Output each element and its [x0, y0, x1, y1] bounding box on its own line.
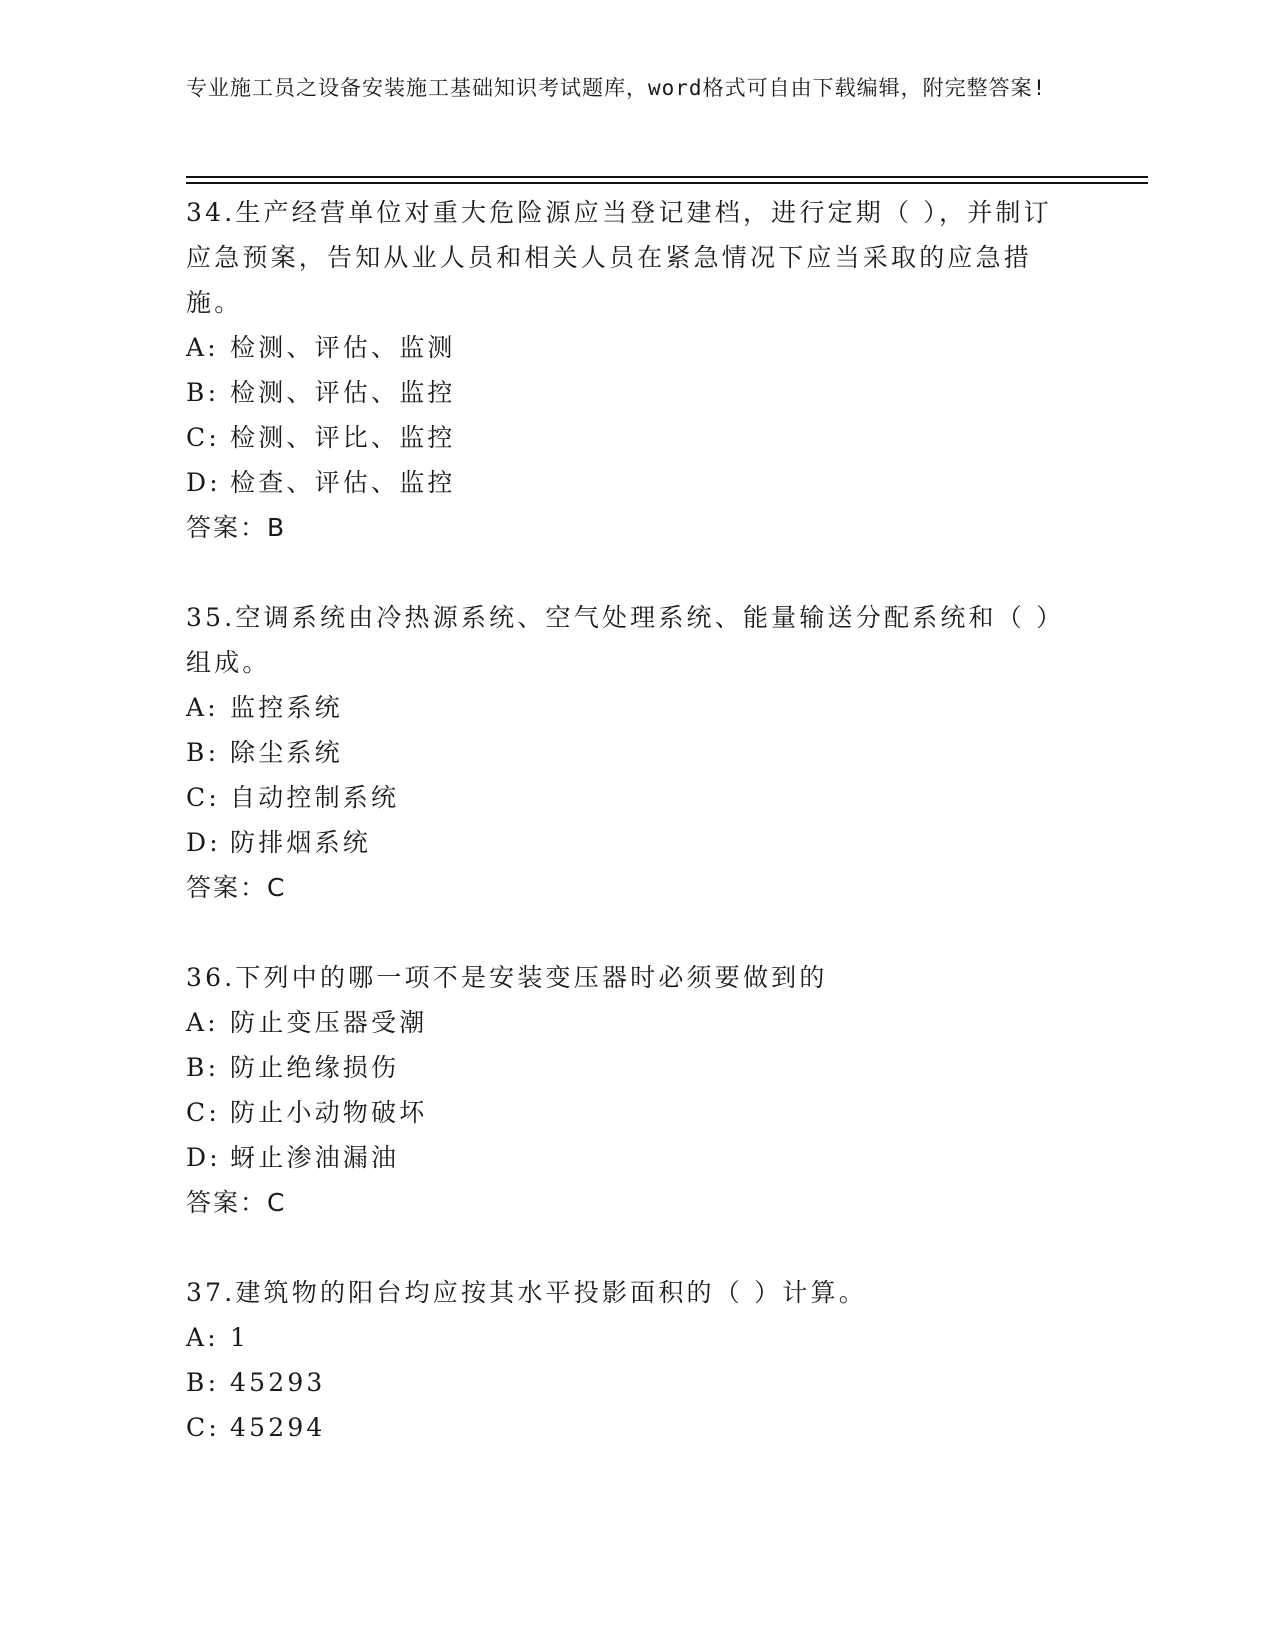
option-text: 检测、评估、监测 [230, 333, 456, 362]
option-key: B: [186, 1053, 220, 1082]
option-text: 监控系统 [230, 693, 343, 722]
answer-line: 答案：C [186, 1188, 287, 1217]
option-text: 检测、评比、监控 [230, 423, 456, 452]
option-c [186, 775, 1066, 820]
option-key: B: [186, 738, 220, 767]
header-divider-top [186, 176, 1148, 178]
option-d [186, 820, 1066, 865]
question-stem: 35.空调系统由冷热源系统、空气处理系统、能量输送分配系统和（ ）组成。 [186, 603, 1065, 677]
option-key: A: [186, 1323, 219, 1352]
answer-line: 答案：C [186, 873, 287, 902]
option-key: A: [186, 693, 219, 722]
option-d [186, 1135, 1066, 1180]
option-text: 45293 [230, 1368, 326, 1397]
option-a [186, 685, 1066, 730]
option-text: 防止绝缘损伤 [230, 1053, 400, 1082]
option-key: C: [186, 1413, 220, 1442]
option-a [186, 1315, 1066, 1360]
option-b [186, 730, 1066, 775]
option-key: A: [186, 1008, 219, 1037]
question-34 [186, 190, 1066, 550]
question-37 [186, 1270, 1066, 1450]
option-text: 检测、评估、监控 [230, 378, 456, 407]
option-text: 防止变压器受潮 [230, 1008, 428, 1037]
option-key: B: [186, 378, 220, 407]
option-key: D: [186, 468, 221, 497]
document-header [186, 72, 1066, 105]
option-a [186, 1000, 1066, 1045]
option-c [186, 415, 1066, 460]
option-key: C: [186, 1098, 220, 1127]
question-list [186, 190, 1066, 1495]
option-text: 防排烟系统 [230, 828, 372, 857]
question-36 [186, 955, 1066, 1225]
option-d [186, 460, 1066, 505]
option-key: C: [186, 423, 220, 452]
option-text: 45294 [230, 1413, 326, 1442]
option-text: 蚜止渗油漏油 [230, 1143, 400, 1172]
option-key: B: [186, 1368, 220, 1397]
option-text: 自动控制系统 [230, 783, 400, 812]
option-key: D: [186, 828, 221, 857]
option-text: 1 [230, 1323, 250, 1352]
answer-line: 答案：B [186, 513, 287, 542]
option-key: D: [186, 1143, 221, 1172]
question-stem: 34.生产经营单位对重大危险源应当登记建档，进行定期（ ），并制订应急预案，告知从业人员和相关人员在紧急情况下应当采取的应急措施。 [186, 198, 1052, 317]
option-c [186, 1405, 1066, 1450]
header-text: 专业施工员之设备安装施工基础知识考试题库，word格式可自由下载编辑，附完整答案! [186, 76, 1047, 100]
option-key: C: [186, 783, 220, 812]
question-35 [186, 595, 1066, 910]
option-c [186, 1090, 1066, 1135]
question-stem: 37.建筑物的阳台均应按其水平投影面积的（ ）计算。 [186, 1278, 867, 1307]
option-text: 检查、评估、监控 [230, 468, 456, 497]
option-b [186, 1360, 1066, 1405]
option-key: A: [186, 333, 219, 362]
option-b [186, 370, 1066, 415]
option-b [186, 1045, 1066, 1090]
option-a [186, 325, 1066, 370]
header-divider-bottom [186, 182, 1148, 184]
option-text: 除尘系统 [230, 738, 343, 767]
option-text: 防止小动物破坏 [230, 1098, 428, 1127]
question-stem: 36.下列中的哪一项不是安装变压器时必须要做到的 [186, 963, 828, 992]
